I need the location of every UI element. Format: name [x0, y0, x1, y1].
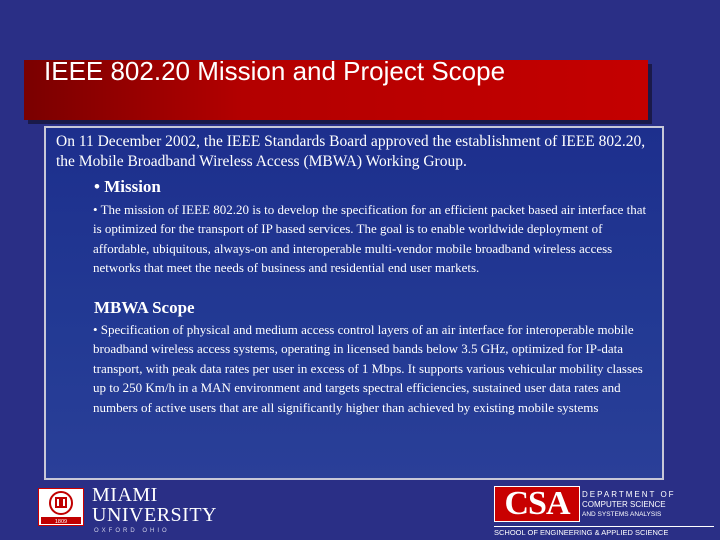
seal-year: 1809: [54, 519, 68, 525]
mission-paragraph: • The mission of IEEE 802.20 is to develop the specification for an efficient packet based air interface that is optimized for the transport of IP based services. The goal is to enable worldwide deployment of affordable, ubiquitous, always-on and interoperable multi-vendor mobile broadband wireless access networks that meet the needs of business and residential end user markets.: [93, 202, 647, 276]
miami-line2: UNIVERSITY: [92, 504, 217, 526]
miami-university-wordmark: [92, 485, 217, 525]
scope-heading: MBWA Scope: [94, 298, 195, 317]
dept-line2: COMPUTER SCIENCE: [582, 500, 666, 509]
dept-line3: AND SYSTEMS ANALYSIS: [582, 511, 662, 518]
mission-heading: • Mission: [94, 177, 161, 196]
department-name: [582, 490, 676, 520]
miami-line1: MIAMI: [92, 484, 158, 506]
intro-paragraph: On 11 December 2002, the IEEE Standards Board approved the establishment of IEEE 802.20, the Mobile Broadband Wireless Access (MBWA) Working Group.: [56, 133, 646, 170]
csa-text: CSA: [504, 485, 570, 522]
miami-seal-logo: [38, 488, 84, 526]
slide-title: IEEE 802.20 Mission and Project Scope: [44, 56, 506, 86]
seal-icon: [39, 489, 83, 525]
miami-location: OXFORD OHIO: [94, 528, 170, 534]
school-name: SCHOOL OF ENGINEERING & APPLIED SCIENCE: [494, 526, 714, 537]
scope-paragraph: • Specification of physical and medium access control layers of an air interface for interoperable mobile broadband wireless access systems, operating in licensed bands below 3.5 GHz, optimized for IP-data transport, with peak data rates per user in excess of 1 Mbps. It supports various vehicular mobility classes up to 250 Km/h in a MAN environment and targets spectral efficiencies, sustained user data rates and numbers of active users that are all significantly higher than achieved by existing mobile systems: [93, 322, 643, 415]
csa-logo: [494, 486, 580, 522]
dept-line1: DEPARTMENT OF: [582, 490, 676, 499]
